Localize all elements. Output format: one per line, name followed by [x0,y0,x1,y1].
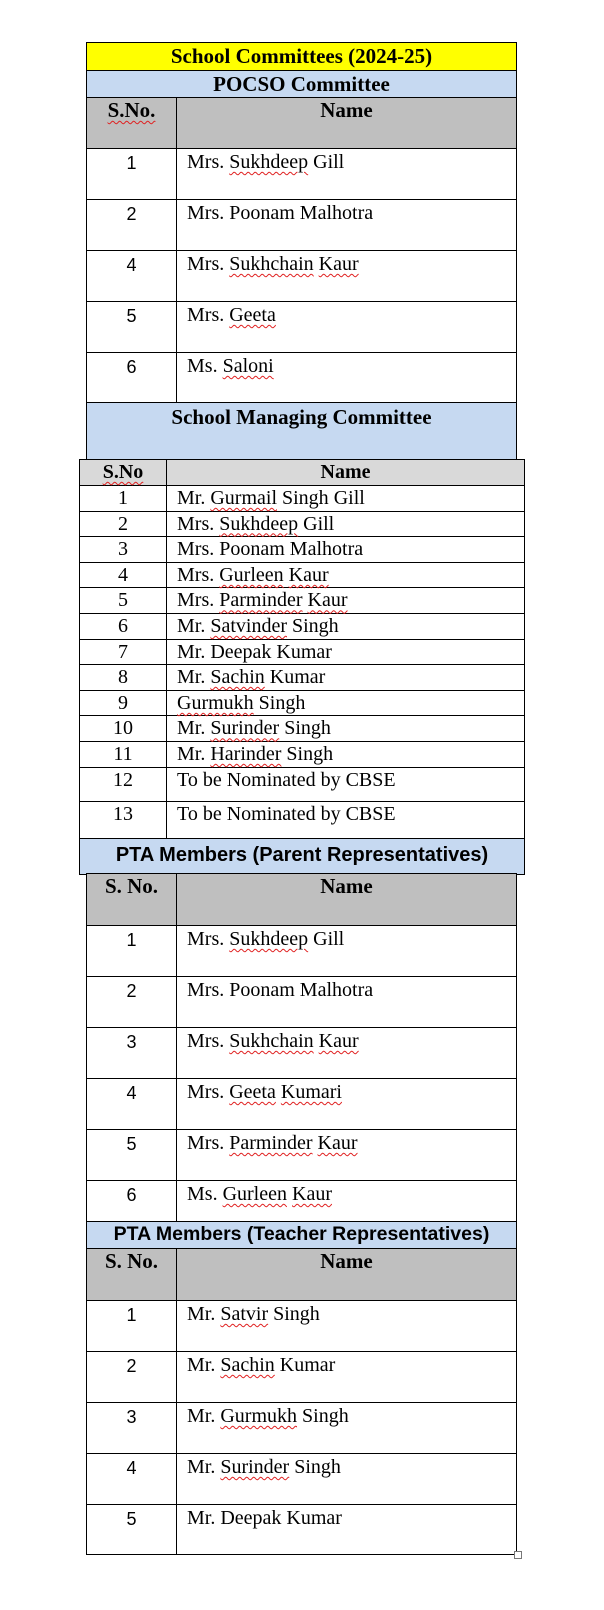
name-cell: Mrs. Geeta Kumari [177,1079,517,1130]
name-cell: Mr. Sachin Kumar [177,1352,517,1403]
table-row [87,200,517,251]
name-cell: Mrs. Sukhdeep Gill [167,511,525,537]
smc-col-name: Name [167,460,525,486]
table-row [80,639,525,665]
pta-teacher-heading: PTA Members (Teacher Representatives) [87,1222,517,1249]
table-row [87,1028,517,1079]
sno-cell: 10 [80,716,167,742]
sno-cell: 5 [80,588,167,614]
table-row [80,767,525,801]
table-row [87,1130,517,1181]
table-row [80,537,525,563]
table-row [87,1301,517,1352]
sno-cell: 2 [87,977,177,1028]
name-cell: Mrs. Sukhchain Kaur [177,1028,517,1079]
table-row [80,486,525,512]
pocso-table [86,42,517,460]
sno-cell: 4 [87,251,177,302]
table-row [87,353,517,403]
name-cell: Mr. Deepak Kumar [177,1505,517,1555]
sno-cell: 1 [87,149,177,200]
sno-cell: 6 [87,1181,177,1222]
table-row [80,613,525,639]
sno-cell: 2 [80,511,167,537]
table-row [80,665,525,691]
sno-cell: 2 [87,1352,177,1403]
table-row [87,1505,517,1555]
name-cell: Mr. Surinder Singh [167,716,525,742]
pta-parent-col-name: Name [177,874,517,926]
name-cell: Mrs. Gurleen Kaur [167,562,525,588]
sno-cell: 5 [87,302,177,353]
pocso-col-sno [87,98,177,149]
name-cell: Mrs. Poonam Malhotra [177,200,517,251]
pta-teacher-col-name: Name [177,1249,517,1301]
table-row [80,690,525,716]
sno-cell: 6 [80,613,167,639]
name-cell: Mr. Gurmail Singh Gill [167,486,525,512]
table-row [87,977,517,1028]
sno-cell: 7 [80,639,167,665]
name-cell: Mr. Satvir Singh [177,1301,517,1352]
table-row [80,511,525,537]
smc-table [79,459,525,875]
table-row [80,716,525,742]
sno-cell: 4 [87,1454,177,1505]
table-row [87,1454,517,1505]
sno-cell: 1 [87,1301,177,1352]
table-row [87,926,517,977]
name-cell: Mrs. Poonam Malhotra [177,977,517,1028]
table-row [80,801,525,838]
sno-cell: 12 [80,767,167,801]
pta-parent-rows [87,926,517,1222]
sno-cell: 4 [80,562,167,588]
name-cell: Mr. Harinder Singh [167,741,525,767]
sno-cell: 2 [87,200,177,251]
sno-cell: 13 [80,801,167,838]
name-cell: Ms. Saloni [177,353,517,403]
name-cell: Mrs. Parminder Kaur [167,588,525,614]
sno-cell: 3 [87,1403,177,1454]
table-row [87,1181,517,1222]
table-row [87,149,517,200]
table-row [87,1403,517,1454]
name-cell: Gurmukh Singh [167,690,525,716]
table-row [87,1079,517,1130]
col-sno-label: S.No [102,461,144,483]
name-cell: Mrs. Sukhdeep Gill [177,926,517,977]
name-cell: Mr. Deepak Kumar [167,639,525,665]
name-cell: Ms. Gurleen Kaur [177,1181,517,1222]
pocso-col-name: Name [177,98,517,149]
sno-cell: 1 [87,926,177,977]
name-cell: Mrs. Sukhdeep Gill [177,149,517,200]
name-cell: Mr. Satvinder Singh [167,613,525,639]
pocso-heading: POCSO Committee [87,71,517,98]
name-cell: To be Nominated by CBSE [167,767,525,801]
table-row [87,302,517,353]
pta-teacher-col-sno: S. No. [87,1249,177,1301]
smc-rows [80,486,525,839]
smc-col-sno [80,460,167,486]
sno-cell: 11 [80,741,167,767]
table-row [87,251,517,302]
name-cell: To be Nominated by CBSE [167,801,525,838]
name-cell: Mrs. Sukhchain Kaur [177,251,517,302]
name-cell: Mrs. Parminder Kaur [177,1130,517,1181]
sno-cell: 1 [80,486,167,512]
sno-cell: 5 [87,1505,177,1555]
name-cell: Mr. Sachin Kumar [167,665,525,691]
pta-parent-col-sno: S. No. [87,874,177,926]
document-title: School Committees (2024-25) [87,43,517,71]
pta-table [86,873,517,1555]
table-row [80,588,525,614]
sno-cell: 5 [87,1130,177,1181]
col-sno-label: S.No. [107,98,156,122]
sno-cell: 9 [80,690,167,716]
table-row [87,1352,517,1403]
name-cell: Mr. Surinder Singh [177,1454,517,1505]
sno-cell: 4 [87,1079,177,1130]
pta-teacher-rows [87,1301,517,1555]
name-cell: Mrs. Poonam Malhotra [167,537,525,563]
sno-cell: 6 [87,353,177,403]
sno-cell: 3 [80,537,167,563]
table-resize-handle[interactable] [514,1551,522,1559]
smc-heading: School Managing Committee [87,403,517,460]
sno-cell: 3 [87,1028,177,1079]
pta-parent-heading: PTA Members (Parent Representatives) [80,838,525,874]
name-cell: Mr. Gurmukh Singh [177,1403,517,1454]
table-row [80,562,525,588]
sno-cell: 8 [80,665,167,691]
table-row [80,741,525,767]
name-cell: Mrs. Geeta [177,302,517,353]
